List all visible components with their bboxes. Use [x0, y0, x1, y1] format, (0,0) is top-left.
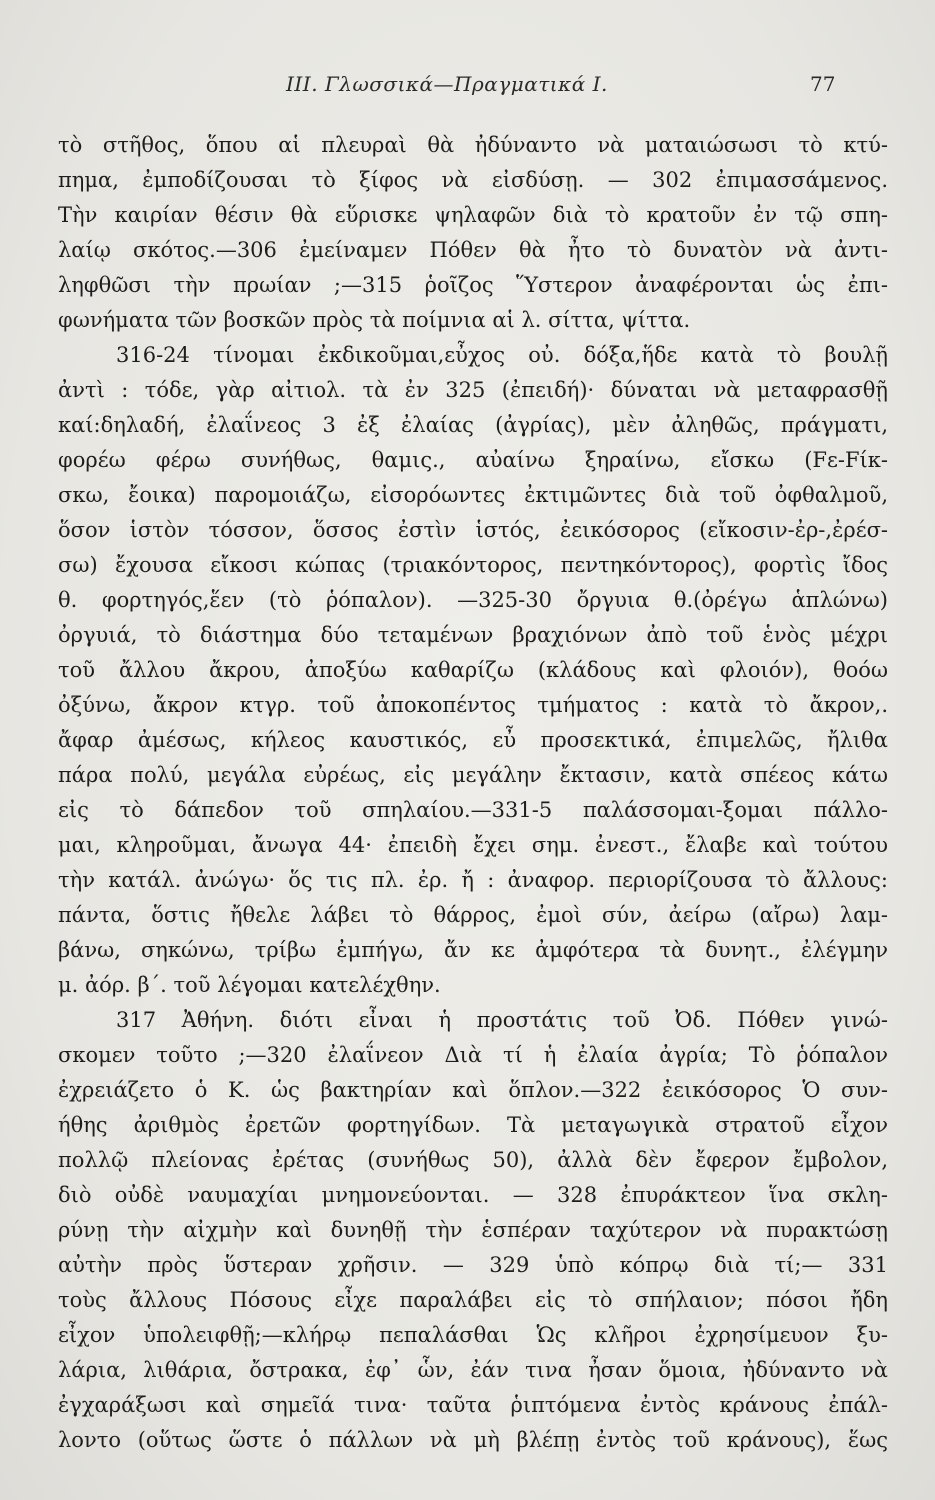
text-line: θ. φορτηγός,ἕεν (τὸ ῥόπαλον). —325-30 ὄργυια θ.(ὀρέγω ἁπλώνω): [58, 588, 888, 612]
text-line: βάνω, σηκώνω, τρίβω ἐμπήγω, ἄν κε ἀμφότερα τὰ δυνητ., ἐλέγμην: [58, 938, 888, 962]
text-line: διὸ οὐδὲ ναυμαχίαι μνημονεύονται. — 328 ἐπυράκτεον ἵνα σκλη-: [58, 1183, 888, 1207]
text-line: 317 Ἀθήνη. διότι εἶναι ἡ προστάτις τοῦ Ὀδ. Πόθεν γινώ-: [116, 1008, 888, 1032]
text-line: σκω, ἔοικα) παρομοιάζω, εἰσορόωντες ἐκτιμῶντες διὰ τοῦ ὀφθαλμοῦ,: [58, 483, 888, 507]
text-line: λαίῳ σκότος.—306 ἐμείναμεν Πόθεν θὰ ἦτο τὸ δυνατὸν νὰ ἀντι-: [58, 238, 888, 262]
page-number: 77: [810, 72, 836, 96]
running-head: III. Γλωσσικά—Πραγματικά I.: [286, 72, 608, 96]
text-line: φωνήματα τῶν βοσκῶν πρὸς τὰ ποίμνια αἱ λ. σίττα, ψίττα.: [58, 308, 691, 332]
text-line: ἐχρειάζετο ὁ Κ. ὡς βακτηρίαν καὶ ὅπλον.—322 ἐεικόσορος Ὁ συν-: [58, 1078, 888, 1102]
text-line: αὐτὴν πρὸς ὕστεραν χρῆσιν. — 329 ὑπὸ κόπρῳ διὰ τί;— 331: [58, 1253, 888, 1277]
commentary-text: [58, 128, 888, 1458]
text-line: εἶχον ὑπολειφθῇ;—κλήρῳ πεπαλάσθαι Ὡς κλῆροι ἐχρησίμευον ξυ-: [58, 1323, 888, 1347]
text-line: ἀντὶ : τόδε, γὰρ αἰτιολ. τὰ ἐν 325 (ἐπειδή)· δύναται νὰ μεταφρασθῇ: [58, 378, 888, 402]
text-line: μ. ἀόρ. β΄. τοῦ λέγομαι κατελέχθην.: [58, 973, 441, 997]
text-line: πολλῷ πλείονας ἐρέτας (συνήθως 50), ἀλλὰ δὲν ἔφερον ἔμβολον,: [58, 1148, 888, 1172]
text-line: ήθης ἀριθμὸς ἐρετῶν φορτηγίδων. Τὰ μεταγωγικὰ στρατοῦ εἶχον: [58, 1113, 888, 1137]
text-line: 316-24 τίνομαι ἐκδικοῦμαι,εὖχος οὐ. δόξα,ἥδε κατὰ τὸ βουλῇ: [116, 343, 888, 367]
text-line: μαι, κληροῦμαι, ἄνωγα 44· ἐπειδὴ ἔχει σημ. ἐνεστ., ἔλαβε καὶ τούτου: [58, 833, 888, 857]
text-line: τὸ στῆθος, ὅπου αἱ πλευραὶ θὰ ἠδύναντο νὰ ματαιώσωσι τὸ κτύ-: [58, 133, 888, 157]
text-line: ἐγχαράξωσι καὶ σημεῖά τινα· ταῦτα ῥιπτόμενα ἐντὸς κράνους ἐπάλ-: [58, 1393, 888, 1417]
text-line: ὅσον ἱστὸν τόσσον, ὅσσος ἐστὶν ἱστός, ἐεικόσορος (εἴκοσιν-ἐρ-,ἐρέσ-: [58, 518, 888, 542]
text-line: πάρα πολύ, μεγάλα εὐρέως, εἰς μεγάλην ἔκτασιν, κατὰ σπέεος κάτω: [58, 763, 888, 787]
text-line: τὴν κατάλ. ἀνώγω· ὅς τις πλ. ἐρ. ἤ : ἀναφορ. περιορίζουσα τὸ ἄλλους:: [58, 868, 888, 892]
text-line: σω) ἔχουσα εἴκοσι κώπας (τριακόντορος, πεντηκόντορος), φορτὶς ἴδος: [58, 553, 888, 577]
text-line: ρύνῃ τὴν αἰχμὴν καὶ δυνηθῇ τὴν ἑσπέραν ταχύτερον νὰ πυρακτώσῃ: [58, 1218, 888, 1242]
text-line: τοὺς ἄλλους Πόσους εἶχε παραλάβει εἰς τὸ σπήλαιον; πόσοι ἤδη: [58, 1288, 888, 1312]
text-line: καί:δηλαδή, ἐλαΐνεος 3 ἐξ ἐλαίας (ἀγρίας), μὲν ἀληθῶς, πράγματι,: [58, 413, 888, 437]
text-line: ληφθῶσι τὴν πρωίαν ;—315 ῥοῖζος Ὕστερον ἀναφέρονται ὡς ἐπι-: [58, 273, 888, 297]
text-line: πάντα, ὅστις ἤθελε λάβει τὸ θάρρος, ἐμοὶ σύν, ἀείρω (αἴρω) λαμ-: [58, 903, 888, 927]
text-line: πημα, ἐμποδίζουσαι τὸ ξίφος νὰ εἰσδύσῃ. — 302 ἐπιμασσάμενος.: [58, 168, 888, 192]
text-line: ἄφαρ ἀμέσως, κήλεος καυστικός, εὖ προσεκτικά, ἐπιμελῶς, ἤλιθα: [58, 728, 888, 752]
text-line: λοντο (οὕτως ὥστε ὁ πάλλων νὰ μὴ βλέπῃ ἐντὸς τοῦ κράνους), ἕως: [58, 1428, 888, 1452]
text-line: Τὴν καιρίαν θέσιν θὰ εὕρισκε ψηλαφῶν διὰ τὸ κρατοῦν ἐν τῷ σπη-: [58, 203, 888, 227]
text-line: εἰς τὸ δάπεδον τοῦ σπηλαίου.—331-5 παλάσσομαι-ξομαι πάλλο-: [58, 798, 888, 822]
text-line: λάρια, λιθάρια, ὄστρακα, ἐφ᾽ ὧν, ἐάν τινα ἦσαν ὅμοια, ἠδύναντο νὰ: [58, 1358, 888, 1382]
text-line: φορέω φέρω συνήθως, θαμις., αὐαίνω ξηραίνω, εἴσκω (Fε-Fίκ-: [58, 448, 888, 472]
text-line: σκομεν τοῦτο ;—320 ἐλαΐνεον Διὰ τί ἡ ἐλαία ἀγρία; Τὸ ῥόπαλον: [58, 1043, 888, 1067]
text-line: ὀξύνω, ἄκρον κτγρ. τοῦ ἀποκοπέντος τμήματος : κατὰ τὸ ἄκρον,.: [58, 693, 888, 717]
text-line: τοῦ ἄλλου ἄκρου, ἀποξύω καθαρίζω (κλάδους καὶ φλοιόν), θοόω: [58, 658, 888, 682]
text-line: ὀργυιά, τὸ διάστημα δύο τεταμένων βραχιόνων ἀπὸ τοῦ ἑνὸς μέχρι: [58, 623, 888, 647]
